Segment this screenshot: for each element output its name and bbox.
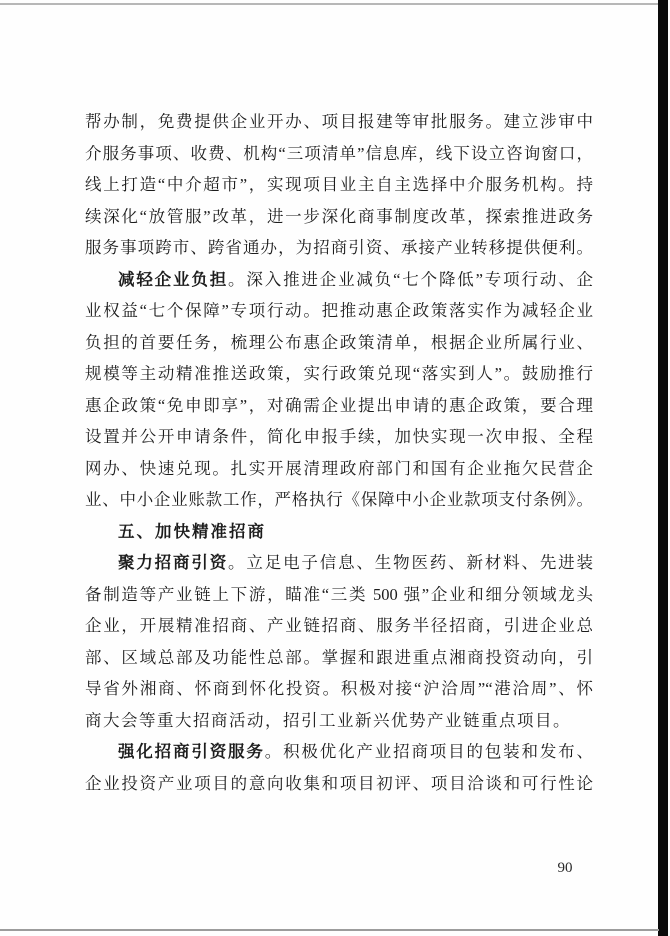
text-line <box>85 264 593 296</box>
page-right-scan-shadow <box>658 0 668 936</box>
paragraph-lead: 强化招商引资服务 <box>118 742 265 761</box>
section-five <box>85 516 593 548</box>
text-line: 导省外湘商、怀商到怀化投资。积极对接“沪洽周”“港洽周”、怀 <box>85 679 593 698</box>
text-line: 设置并公开申请条件，简化申报手续，加快实现一次申报、全程 <box>85 427 593 446</box>
text-line <box>85 547 593 579</box>
text-line: 业权益“七个保障”专项行动。把推动惠企政策落实作为减轻企业 <box>85 301 593 320</box>
text-line: 企业投资产业项目的意向收集和项目初评、项目洽谈和可行性论 <box>85 773 593 793</box>
text-line: 部、区域总部及功能性总部。掌握和跟进重点湘商投资动向，引 <box>85 647 593 667</box>
paragraph-strengthen-investment-services <box>85 736 593 799</box>
text-line: 线上打造“中介超市”，实现项目业主自主选择中介服务机构。持 <box>85 175 593 194</box>
text-run: 。深入推进企业减负“七个降低”专项行动、企 <box>228 269 593 289</box>
paragraph-focus-investment-attraction <box>85 547 593 736</box>
text-run: 。立足电子信息、生物医药、新材料、先进装 <box>228 553 593 572</box>
paragraph-lead: 减轻企业负担 <box>118 269 229 289</box>
paragraph-lead: 聚力招商引资 <box>118 553 229 572</box>
text-line: 惠企政策“免申即享”，对确需企业提出申请的惠企政策，要合理 <box>85 395 593 415</box>
section-heading: 五、加快精准招商 <box>118 521 266 541</box>
text-line: 帮办制，免费提供企业开办、项目报建等审批服务。建立涉审中 <box>85 112 593 131</box>
text-run: 。积极优化产业招商项目的包装和发布、 <box>264 742 593 761</box>
paragraph-approval-services <box>85 106 593 264</box>
text-line: 规模等主动精准推送政策，实行政策兑现“落实到人”。鼓励推行 <box>85 364 593 383</box>
text-line: 备制造等产业链上下游，瞄准“三类 500 强”企业和细分领域龙头 <box>85 584 593 604</box>
text-line: 服务事项跨市、跨省通办，为招商引资、承接产业转移提供便利。 <box>85 238 593 257</box>
text-line: 商大会等重大招商活动，招引工业新兴优势产业链重点项目。 <box>85 710 571 730</box>
text-line: 续深化“放管服”改革，进一步深化商事制度改革，探索推进政务 <box>85 206 593 226</box>
document-text-block <box>85 106 593 799</box>
text-line: 负担的首要任务，梳理公布惠企政策清单，根据企业所属行业、 <box>85 332 593 352</box>
paragraph-reduce-enterprise-burden <box>85 264 593 516</box>
text-line: 介服务事项、收费、机构“三项清单”信息库，线下设立咨询窗口， <box>85 143 593 163</box>
page-number: 90 <box>557 860 573 876</box>
text-line <box>85 736 593 768</box>
text-line: 业、中小企业账款工作，严格执行《保障中小企业款项支付条例》。 <box>85 490 593 509</box>
text-line: 网办、快速兑现。扎实开展清理政府部门和国有企业拖欠民营企 <box>85 458 593 478</box>
text-line: 企业，开展精准招商、产业链招商、服务半径招商，引进企业总 <box>85 616 593 635</box>
page-bottom-scan-edge <box>0 929 659 931</box>
page-top-scan-edge <box>0 3 659 5</box>
